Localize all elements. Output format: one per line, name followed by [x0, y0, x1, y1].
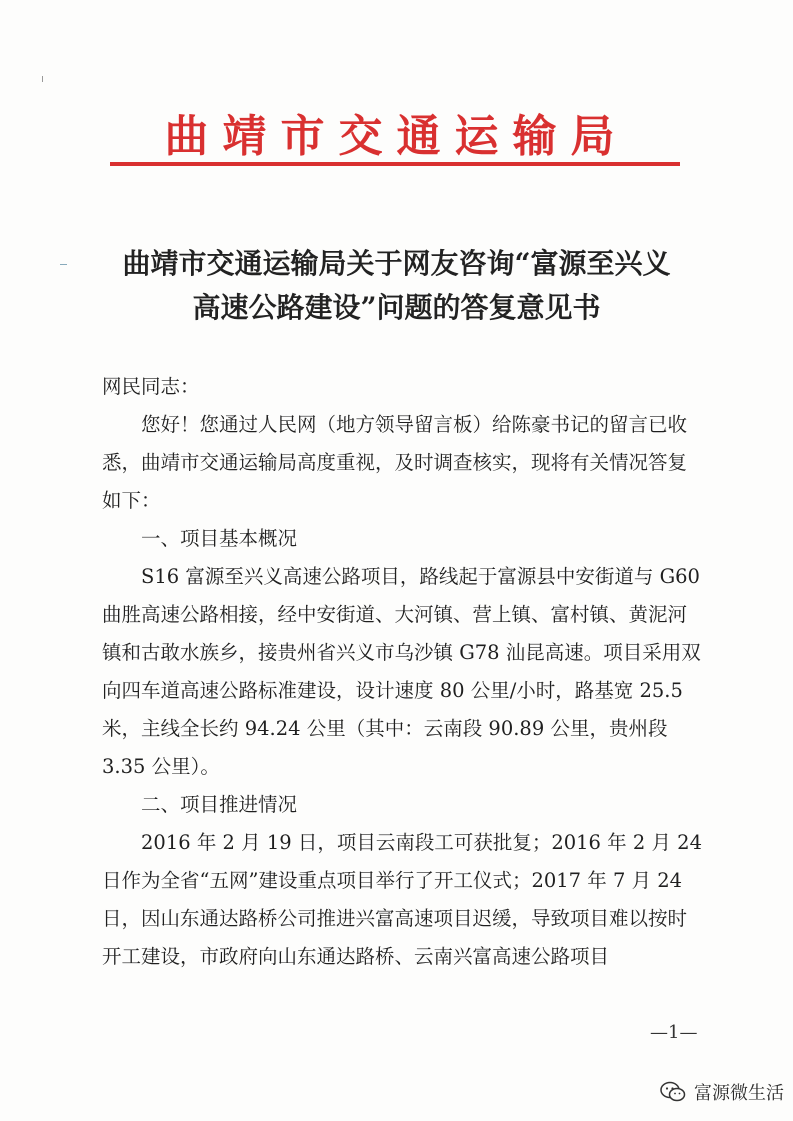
section-heading: 一、项目基本概况 — [141, 527, 298, 550]
watermark — [660, 1079, 784, 1105]
header-red-rule — [110, 162, 680, 166]
body-paragraph: S16 富源至兴义高速公路项目，路线起于富源县中安街道与 G60 曲胜高速公路相接，经中安街道、大河镇、营上镇、富村镇、黄泥河镇和古敢水族乡，接贵州省兴义市乌沙镇 G78 汕昆高速。项目采用双向四车道高速公路标准建设，设计速度 80 公里/小时，路基宽 25.5 米，主线全长约 94.24 公里（其中：云南段 90.89 公里，贵州段 3.35 公里）。 — [102, 565, 701, 778]
document-body — [102, 368, 702, 976]
body-paragraph: 2016 年 2 月 19 日，项目云南段工可获批复；2016 年 2 月 24 日作为全省“五网”建设重点项目举行了开工仪式；2017 年 7 月 24 日，因山东通达路桥公司推进兴富高速项目迟缓，导致项目难以按时开工建设，市政府向山东通达路桥、云南兴富高速公路项目 — [102, 831, 702, 968]
page-number: —1— — [650, 1022, 698, 1043]
wechat-icon — [660, 1081, 686, 1103]
document-title — [60, 242, 733, 330]
body-paragraph: 您好！您通过人民网（地方领导留言板）给陈豪书记的留言已收悉，曲靖市交通运输局高度重视，及时调查核实，现将有关情况答复如下： — [102, 413, 688, 512]
watermark-label: 富源微生活 — [694, 1083, 784, 1104]
section-heading: 二、项目推进情况 — [141, 793, 298, 816]
salutation: 网民同志： — [102, 375, 200, 398]
title-line-1: 曲靖市交通运输局关于网友咨询“富源至兴义 — [122, 247, 671, 280]
scan-mark — [42, 76, 43, 82]
title-line-2: 高速公路建设”问题的答复意见书 — [192, 291, 601, 324]
org-header-title: 曲靖市交通运输局 — [164, 111, 629, 162]
